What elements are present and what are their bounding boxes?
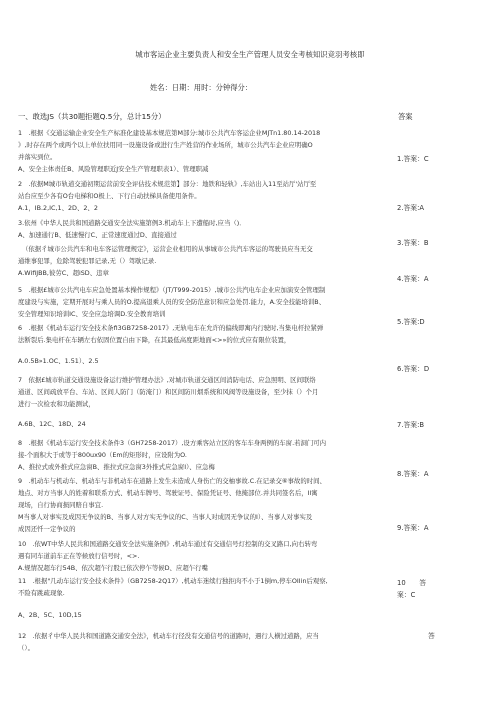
question-line: 5 .根据£城市公共汽电车应急处置基本操作规程》（JT/T999-2015）,城市公共汽电车企业应加演安全管理制 [18, 286, 326, 294]
question-line: 并落实到位。 [18, 153, 57, 161]
answer-5: 5.答案:D [397, 318, 425, 326]
question-6 [18, 322, 394, 367]
question-options: A.6B、12C、18D、24 [18, 420, 86, 428]
candidate-info-line: 姓名：日期：用时：分钟得分： [150, 83, 253, 92]
answer-6: 6.答案：D [397, 365, 430, 373]
question-line: 地点、对方当事人的姓着和联系方式、机动车牌号、驾驶证号、保险凭证号、他掩部位.并共同签名后，Il寓 [18, 489, 318, 497]
question-line: 接-个面积大于或等于800ux90（Em的矩形时，应设附为O. [18, 451, 187, 459]
answer-3: 3.答案：B [397, 239, 429, 247]
document-title: 城市客运企业主要负责人和安全生产管理人员安全考核知识竞羽考核即 [135, 50, 365, 59]
question-line: 》,时存在两个或两个以上单位扶用同一设施设备或进行生产姓营的作业场所，城市公共汽车企业应明确O [18, 141, 313, 149]
question-8 [18, 437, 394, 473]
question-options: M当事人对事实及成因无争议的B、当事人对方实无争议的C、当事人对成因无争议的I）、当事人对事实及 [18, 513, 313, 521]
question-line: （依据彳城市公共汽车和电车客运管理规定》，运营企业相用的从事城市公共汽车客运的驾驶员应当无交 [22, 245, 313, 253]
question-line: 12 .依据彳中华人民共和国道路交通安全法》，机动车行径没有交通信号的道路时，遇行人横过道路，应当 [18, 632, 319, 640]
question-line: 2 .依据M城市轨道交通初期运营前安全评估技术规范第】部分：地铁和轻轨》,车站出入11至站厅'站厅至 [18, 180, 317, 188]
answer-8: 8.答案：A [397, 470, 429, 478]
question-line: 3.依州《中华人民共和国道路交通安全法实施第例3.机动车上下遭船时,应当（)． [18, 219, 246, 227]
question-3 [18, 217, 394, 241]
question-line: （）。 [18, 644, 34, 652]
question-options: A.规情况超车行54B、依次超乍行股已依次停乍等候D、应超乍行嘴 [18, 564, 208, 572]
question-line: 法断裂后.集电杆在车辆左右依固位置自由下降，在其最低高度距地面<>»的位式应有限位装置， [18, 336, 291, 344]
question-options: 安全管理知识培训IC、安全应急培调D.安全教育培训 [18, 310, 166, 318]
question-2 [18, 178, 394, 214]
question-options: A、安全主体责任B、风险管理职近J安全生产管理职表1）、管理职减 [18, 165, 209, 173]
answer-7: 7.答案:B [397, 421, 425, 429]
question-line: 遇有同车道前车正在等候放行信号时，<>. [18, 552, 140, 560]
question-line: 通维事犯罪，危除驾驶犯罪记录,无（）驾歇记录. [18, 257, 157, 265]
question-line: 10 .依WT中华人民共和国道路交通安全法实施条例》,机动车通过有交通信号灯控制的交叉路口,向右转弯 [18, 540, 318, 548]
question-options: A.0.5B»1.OC、1.51）、2.5 [18, 357, 99, 365]
question-line: 7 依据£城市轨道交通设施设备运行维护管理办法》,对城市轨道交通区间消防电话、应急照明、区间联络 [18, 376, 316, 384]
question-line: 不险有跳疏现象. [18, 589, 65, 597]
question-options: 成因还忏一定争议的 [18, 525, 76, 533]
question-options: A.1，IB.2,IC,1、2D、2、2 [18, 204, 98, 212]
question-line: 现场，自行协商损同赔自事宜. [18, 501, 104, 509]
question-line: 11 .根据"几动车运行安全技术条件》（GB7258-2Q17）,机动车迷续行独拒肉不小于1倒m,停车OIIin后观察, [18, 577, 328, 585]
answer-9: 9.答案：A [397, 524, 429, 532]
answer-2: 2.答案:A [397, 204, 425, 212]
question-4 [18, 243, 394, 279]
answer-12-partial: 答 [428, 632, 435, 640]
answer-4: 4.答案：A [397, 275, 429, 283]
question-line: 通道、区间疏放平台、车站、区间人防门（防淹门）和区间防川烟系统和风阀等设施设备，至少抹（）个月 [18, 388, 319, 396]
question-options: A、2B、5C、10D,15 [18, 611, 82, 619]
section-heading: 一、敢选JS（共30题拒题Q.5分，总计15分） [18, 112, 166, 121]
question-options: A、推拉式或外推式应急窗B、推拉式应急窗3外推式应急窗I）、应急梅 [18, 463, 215, 471]
question-line: 8 .根据《机动车运行安全技术条件3（GH7258-2017）,设方乘客站立区的客车车身两例的车窗.若洞门可内 [18, 439, 327, 447]
question-line: 6 .根据《机动车运行安全技术条fi3GB7258-2017》,无轨电车在允许的偏线即寓内行驶时,当集电杆拉紧弹 [18, 324, 324, 332]
answer-1: 1.答案：C [397, 155, 429, 163]
question-options: A.WifiJBB,彼劳C、超iSD、违章 [18, 269, 109, 277]
answer-10: 10 答 案：C [397, 579, 427, 599]
question-line: 站台应至少各有O台电梯和O极上、下行自动扶梯具备使用条件。 [18, 192, 201, 200]
question-11 [18, 575, 394, 621]
answer-column-heading: 答案 [398, 112, 413, 121]
question-7 [18, 374, 394, 430]
question-1 [18, 127, 394, 175]
question-9 [18, 475, 394, 535]
question-line: 1 .根据《交通运输企业安全生产标准化建设基本规范第M部分:城市公共汽车客运企业MJTn1.80.14-2018 [18, 129, 321, 137]
question-line: 进行一次检农和功能测试， [18, 400, 95, 408]
question-12 [18, 630, 394, 654]
question-line: 度建设与实施，定期开展对与乘人员的O.提高退乘人员的安全防范意识和应急处罚.能力，A.安全技能培训B、 [18, 298, 326, 306]
question-5 [18, 284, 394, 320]
question-line: 9 .机动车与机动车、机动车与非机动车在道路上发生未造成人身伤亡的交柚事故.C.在记录交⑥事故的时间、 [18, 477, 326, 485]
question-10 [18, 538, 394, 574]
question-options: A、加速通行B、低速慢行C、正常速度通过D、直接通过 [18, 231, 177, 239]
